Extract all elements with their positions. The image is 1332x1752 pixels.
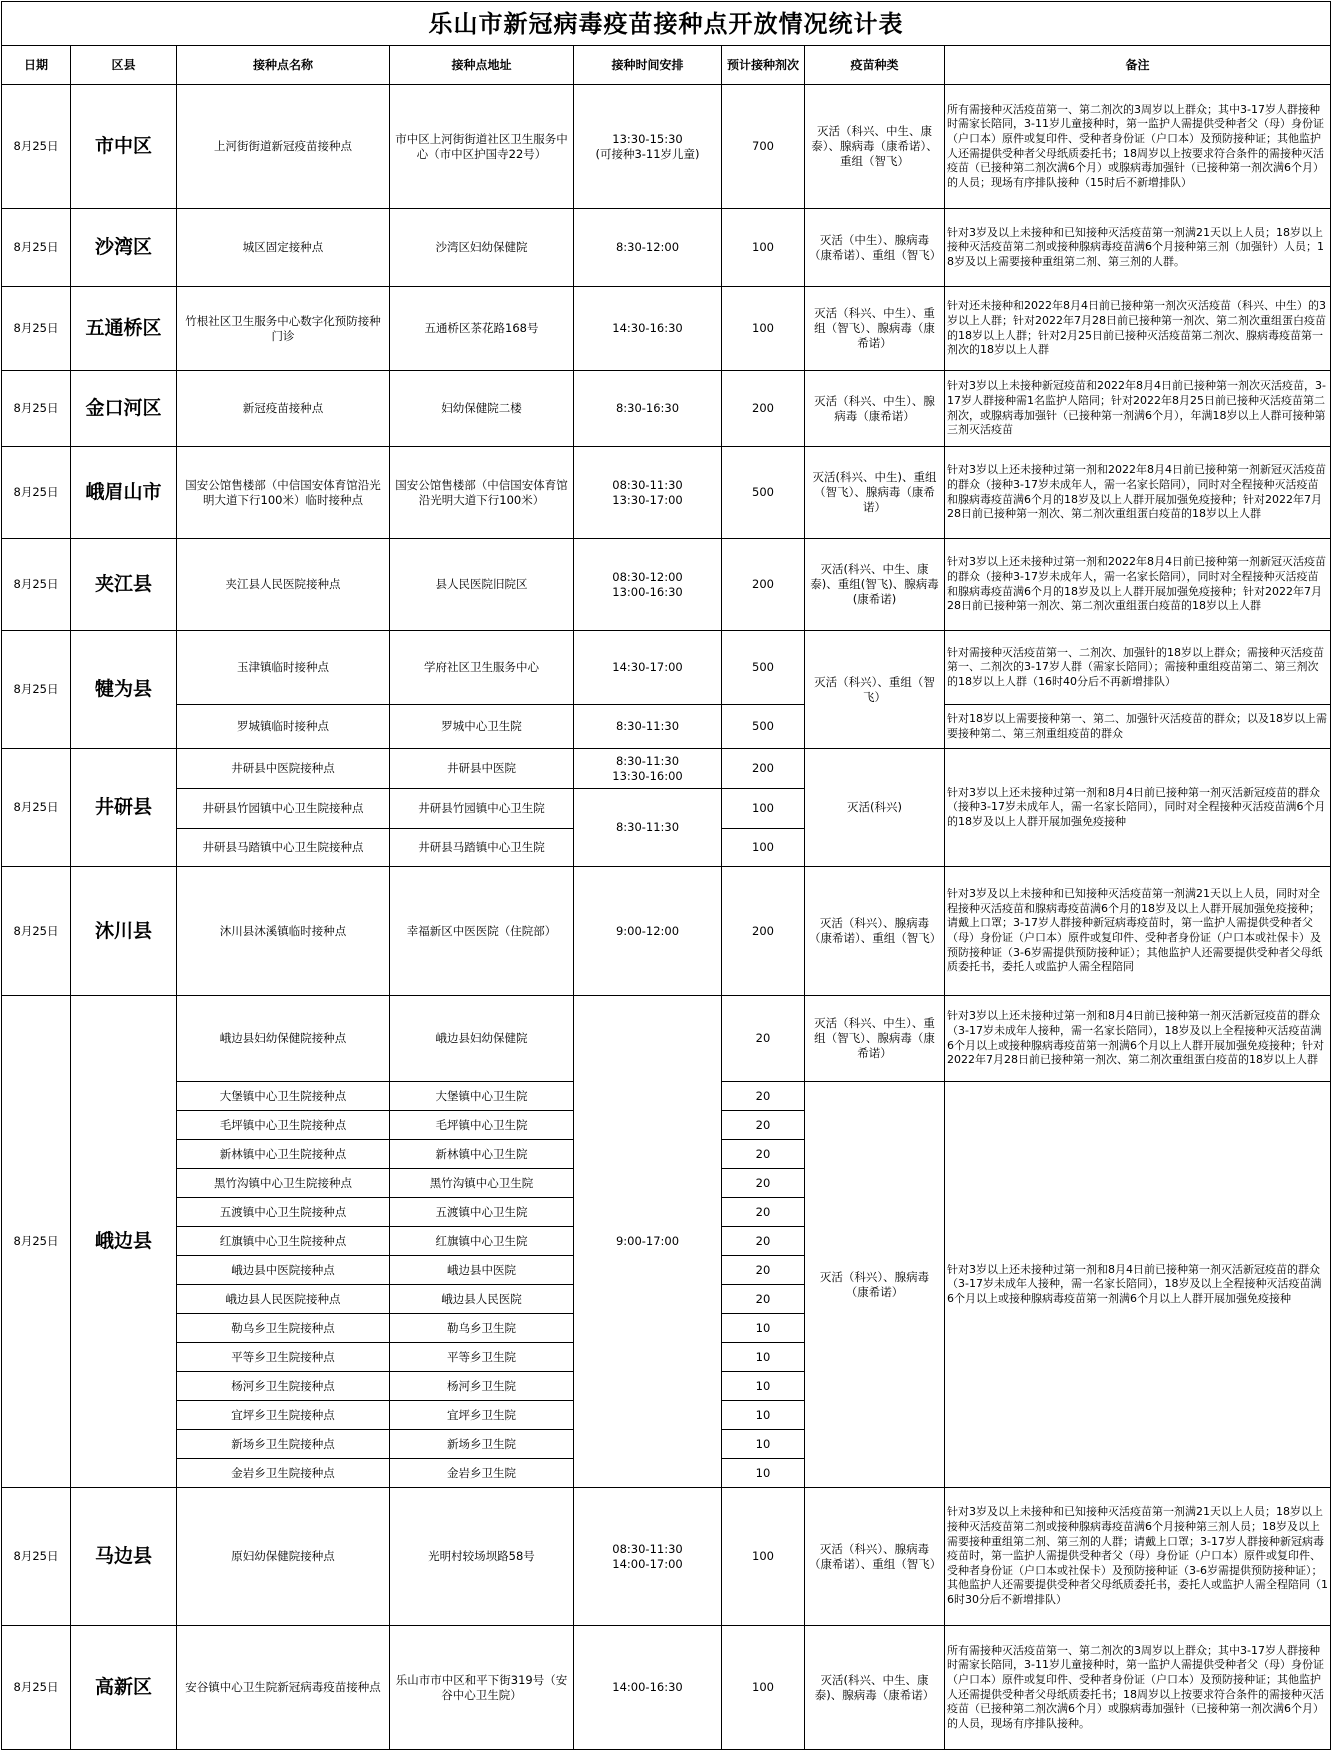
remarks-cell: 针对3岁以上还未接种过第一剂和2022年8月4日前已接种第一剂新冠灭活疫苗的群众（接种3-17岁未成年人，需一名家长陪同），同时对全程接种灭活疫苗和腺病毒疫苗满6个月的18岁及以上人群开展加强免疫接种；针对2022年7月28日前已接种第一剂次、第二剂次重组蛋白疫苗的18岁以上人群: [945, 447, 1331, 539]
date-cell: 8月25日: [2, 539, 71, 631]
doses-cell: 500: [722, 631, 805, 705]
site-address-cell: 幸福新区中医医院（住院部）: [390, 867, 574, 996]
doses-cell: 200: [722, 867, 805, 996]
table-row: [2, 867, 1331, 996]
site-address-cell: 国安公馆售楼部（中信国安体育馆沿光明大道下行100米）: [390, 447, 574, 539]
county-cell: 金口河区: [71, 371, 177, 447]
site-address-cell: 杨河乡卫生院: [390, 1372, 574, 1401]
table-row: [2, 85, 1331, 209]
header-time: 接种时间安排: [574, 46, 722, 85]
doses-cell: 10: [722, 1314, 805, 1343]
site-address-cell: 五通桥区茶花路168号: [390, 287, 574, 371]
doses-cell: 20: [722, 1198, 805, 1227]
site-name-cell: 国安公馆售楼部（中信国安体育馆沿光明大道下行100米）临时接种点: [177, 447, 390, 539]
county-cell: 马边县: [71, 1488, 177, 1626]
date-cell: 8月25日: [2, 447, 71, 539]
county-cell: 夹江县: [71, 539, 177, 631]
doses-cell: 100: [722, 287, 805, 371]
header-doses: 预计接种剂次: [722, 46, 805, 85]
site-name-cell: 夹江县人民医院接种点: [177, 539, 390, 631]
site-address-cell: 峨边县中医院: [390, 1256, 574, 1285]
site-address-cell: 沙湾区妇幼保健院: [390, 209, 574, 287]
site-name-cell: 竹根社区卫生服务中心数字化预防接种门诊: [177, 287, 390, 371]
site-address-cell: 黑竹沟镇中心卫生院: [390, 1169, 574, 1198]
site-address-cell: 乐山市市中区和平下街319号（安谷中心卫生院）: [390, 1626, 574, 1750]
site-address-cell: 大堡镇中心卫生院: [390, 1082, 574, 1111]
date-cell: 8月25日: [2, 287, 71, 371]
header-row: [2, 46, 1331, 85]
vaccine-cell: 灭活(科兴、中生、康泰)、重组(智飞)、腺病毒(康希诺): [805, 539, 945, 631]
statistics-sheet: [1, 1, 1330, 1750]
site-name-cell: 井研县竹园镇中心卫生院接种点: [177, 789, 390, 829]
remarks-cell: 针对3岁以上还未接种过第一剂和8月4日前已接种第一剂灭活新冠疫苗的群众（3-17岁未成年人接种，需一名家长陪同），18岁及以上全程接种灭活疫苗满6个月以上或接种腺病毒疫苗第一剂满6个月以上人群开展加强免疫接种: [945, 1082, 1331, 1488]
doses-cell: 10: [722, 1430, 805, 1459]
date-cell: 8月25日: [2, 996, 71, 1488]
vaccine-cell: 灭活(科兴、中生、康泰)、腺病毒（康希诺）: [805, 1626, 945, 1750]
vaccine-cell: 灭活(科兴、中生)、重组（智飞）、腺病毒（康希诺）: [805, 447, 945, 539]
site-address-cell: 学府社区卫生服务中心: [390, 631, 574, 705]
remarks-cell: 针对18岁以上需要接种第一、第二、加强针灭活疫苗的群众；以及18岁以上需要接种第二、第三剂重组疫苗的群众: [945, 705, 1331, 749]
doses-cell: 10: [722, 1401, 805, 1430]
site-name-cell: 峨边县妇幼保健院接种点: [177, 996, 390, 1082]
time-cell: 8:30-12:00: [574, 209, 722, 287]
vaccine-cell: 灭活（科兴、中生）、腺病毒（康希诺）: [805, 371, 945, 447]
vaccine-cell: 灭活（中生）、腺病毒（康希诺）、重组（智飞）: [805, 209, 945, 287]
table-row: [2, 447, 1331, 539]
site-address-cell: 井研县马踏镇中心卫生院: [390, 829, 574, 867]
page-title: 乐山市新冠病毒疫苗接种点开放情况统计表: [2, 2, 1331, 46]
doses-cell: 100: [722, 789, 805, 829]
site-name-cell: 金岩乡卫生院接种点: [177, 1459, 390, 1488]
site-address-cell: 宜坪乡卫生院: [390, 1401, 574, 1430]
time-cell: 8:30-11:30: [574, 705, 722, 749]
doses-cell: 20: [722, 1227, 805, 1256]
doses-cell: 10: [722, 1459, 805, 1488]
doses-cell: 20: [722, 996, 805, 1082]
doses-cell: 500: [722, 447, 805, 539]
remarks-cell: 针对需接种灭活疫苗第一、二剂次、加强针的18岁以上群众；需接种灭活疫苗第一、二剂次的3-17岁人群（需家长陪同）；需接种重组疫苗第二、第三剂次的18岁以上人群（16时40分后不再新增排队）: [945, 631, 1331, 705]
vaccine-cell: 灭活（科兴、中生）、重组（智飞）、腺病毒（康希诺）: [805, 996, 945, 1082]
vaccine-cell: 灭活（科兴）、腺病毒（康希诺）、重组（智飞）: [805, 867, 945, 996]
site-address-cell: 县人民医院旧院区: [390, 539, 574, 631]
site-name-cell: 井研县马踏镇中心卫生院接种点: [177, 829, 390, 867]
doses-cell: 10: [722, 1343, 805, 1372]
site-address-cell: 平等乡卫生院: [390, 1343, 574, 1372]
header-county: 区县: [71, 46, 177, 85]
county-cell: 沙湾区: [71, 209, 177, 287]
vaccination-sites-table: [1, 1, 1331, 1750]
header-remarks: 备注: [945, 46, 1331, 85]
site-address-cell: 妇幼保健院二楼: [390, 371, 574, 447]
site-address-cell: 光明村较场坝路58号: [390, 1488, 574, 1626]
doses-cell: 100: [722, 829, 805, 867]
table-row: [2, 631, 1331, 705]
remarks-cell: 针对3岁以上未接种新冠疫苗和2022年8月4日前已接种第一剂次灭活疫苗，3-17岁人群接种需1名监护人陪同；针对2022年8月25日前已接种灭活疫苗第二剂次，或腺病毒加强针（已接种第一剂满6个月），年满18岁以上人群可接种第三剂灭活疫苗: [945, 371, 1331, 447]
table-row: [2, 749, 1331, 789]
table-row: [2, 996, 1331, 1082]
site-name-cell: 城区固定接种点: [177, 209, 390, 287]
site-name-cell: 平等乡卫生院接种点: [177, 1343, 390, 1372]
remarks-cell: 针对3岁以上还未接种过第一剂和8月4日前已接种第一剂灭活新冠疫苗的群众（3-17岁未成年人接种，需一名家长陪同），18岁及以上全程接种灭活疫苗满6个月以上或接种腺病毒疫苗第一剂满6个月以上人群开展加强免疫接种；针对2022年7月28日前已接种第一剂次、第二剂次重组蛋白疫苗的18岁以上人群: [945, 996, 1331, 1082]
time-cell: 08:30-11:30 13:30-17:00: [574, 447, 722, 539]
time-cell: 8:30-11:30: [574, 789, 722, 867]
site-name-cell: 罗城镇临时接种点: [177, 705, 390, 749]
doses-cell: 100: [722, 209, 805, 287]
doses-cell: 100: [722, 1488, 805, 1626]
vaccine-cell: 灭活(科兴): [805, 749, 945, 867]
site-address-cell: 勒乌乡卫生院: [390, 1314, 574, 1343]
site-address-cell: 罗城中心卫生院: [390, 705, 574, 749]
county-cell: 五通桥区: [71, 287, 177, 371]
site-name-cell: 峨边县中医院接种点: [177, 1256, 390, 1285]
time-cell: 13:30-15:30 (可接种3-11岁儿童): [574, 85, 722, 209]
vaccine-cell: 灭活（科兴、中生、康泰）、腺病毒（康希诺）、重组（智飞）: [805, 85, 945, 209]
date-cell: 8月25日: [2, 631, 71, 749]
site-address-cell: 毛坪镇中心卫生院: [390, 1111, 574, 1140]
time-cell: 14:00-16:30: [574, 1626, 722, 1750]
doses-cell: 700: [722, 85, 805, 209]
site-address-cell: 峨边县妇幼保健院: [390, 996, 574, 1082]
site-name-cell: 大堡镇中心卫生院接种点: [177, 1082, 390, 1111]
county-cell: 峨眉山市: [71, 447, 177, 539]
doses-cell: 20: [722, 1140, 805, 1169]
vaccine-cell: 灭活（科兴）、腺病毒（康希诺）、重组（智飞）: [805, 1488, 945, 1626]
doses-cell: 200: [722, 371, 805, 447]
time-cell: 9:00-17:00: [574, 996, 722, 1488]
date-cell: 8月25日: [2, 85, 71, 209]
site-name-cell: 新冠疫苗接种点: [177, 371, 390, 447]
site-address-cell: 市中区上河街街道社区卫生服务中心（市中区护国寺22号）: [390, 85, 574, 209]
site-name-cell: 勒乌乡卫生院接种点: [177, 1314, 390, 1343]
date-cell: 8月25日: [2, 371, 71, 447]
remarks-cell: 针对还未接种和2022年8月4日前已接种第一剂次灭活疫苗（科兴、中生）的3岁以上人群；针对2022年7月28日前已接种第一剂次、第二剂次重组蛋白疫苗的18岁以上人群；针对2月25日前已接种灭活疫苗第二剂次、腺病毒疫苗第一剂次的18岁以上人群: [945, 287, 1331, 371]
site-address-cell: 新场乡卫生院: [390, 1430, 574, 1459]
doses-cell: 20: [722, 1256, 805, 1285]
table-row: [2, 287, 1331, 371]
table-row: [2, 539, 1331, 631]
date-cell: 8月25日: [2, 867, 71, 996]
site-name-cell: 井研县中医院接种点: [177, 749, 390, 789]
county-cell: 峨边县: [71, 996, 177, 1488]
remarks-cell: 所有需接种灭活疫苗第一、第二剂次的3周岁以上群众；其中3-17岁人群接种时需家长陪同，3-11岁儿童接种时，第一监护人需提供受种者父（母）身份证（户口本）原件或复印件、受种者身份证（户口本）及预防接种证；其他监护人还需提供受种者父母纸质委托书；18周岁以上按要求符合条件的需接种灭活疫苗（已接种第二剂次满6个月）或腺病毒加强针（已接种第一剂次满6个月）的人员；现场有序排队接种（15时后不新增排队）: [945, 85, 1331, 209]
time-cell: 14:30-16:30: [574, 287, 722, 371]
site-name-cell: 新场乡卫生院接种点: [177, 1430, 390, 1459]
table-row: [2, 705, 1331, 749]
table-row: [2, 1488, 1331, 1626]
table-row: [2, 1626, 1331, 1750]
site-name-cell: 五渡镇中心卫生院接种点: [177, 1198, 390, 1227]
doses-cell: 200: [722, 749, 805, 789]
vaccine-cell: 灭活（科兴）、腺病毒（康希诺）: [805, 1082, 945, 1488]
site-name-cell: 上河街街道新冠疫苗接种点: [177, 85, 390, 209]
county-cell: 犍为县: [71, 631, 177, 749]
doses-cell: 500: [722, 705, 805, 749]
site-name-cell: 杨河乡卫生院接种点: [177, 1372, 390, 1401]
date-cell: 8月25日: [2, 209, 71, 287]
doses-cell: 20: [722, 1111, 805, 1140]
county-cell: 沐川县: [71, 867, 177, 996]
table-row: [2, 209, 1331, 287]
site-name-cell: 宜坪乡卫生院接种点: [177, 1401, 390, 1430]
remarks-cell: 针对3岁以上还未接种过第一剂和2022年8月4日前已接种第一剂新冠灭活疫苗的群众（接种3-17岁未成年人，需一名家长陪同），同时对全程接种灭活疫苗和腺病毒疫苗满6个月的18岁及以上人群开展加强免疫接种；针对2022年7月28日前已接种第一剂次、第二剂次重组蛋白疫苗的18岁以上人群: [945, 539, 1331, 631]
site-address-cell: 红旗镇中心卫生院: [390, 1227, 574, 1256]
doses-cell: 100: [722, 1626, 805, 1750]
doses-cell: 10: [722, 1372, 805, 1401]
vaccine-cell: 灭活（科兴）、重组（智飞）: [805, 631, 945, 749]
site-name-cell: 毛坪镇中心卫生院接种点: [177, 1111, 390, 1140]
site-address-cell: 峨边县人民医院: [390, 1285, 574, 1314]
time-cell: 9:00-12:00: [574, 867, 722, 996]
date-cell: 8月25日: [2, 749, 71, 867]
site-name-cell: 黑竹沟镇中心卫生院接种点: [177, 1169, 390, 1198]
header-site-address: 接种点地址: [390, 46, 574, 85]
site-address-cell: 井研县中医院: [390, 749, 574, 789]
remarks-cell: 所有需接种灭活疫苗第一、第二剂次的3周岁以上群众；其中3-17岁人群接种时需家长陪同，3-11岁儿童接种时，第一监护人需提供受种者父（母）身份证（户口本）原件或复印件、受种者身份证（户口本）及预防接种证；其他监护人还需提供受种者父母纸质委托书；18周岁以上按要求符合条件的需接种灭活疫苗（已接种第二剂次满6个月）或腺病毒加强针（已接种第一剂次满6个月）的人员，现场有序排队接种。: [945, 1626, 1331, 1750]
vaccine-cell: 灭活（科兴、中生）、重组（智飞）、腺病毒（康希诺）: [805, 287, 945, 371]
time-cell: 08:30-11:30 14:00-17:00: [574, 1488, 722, 1626]
remarks-cell: 针对3岁及以上未接种和已知接种灭活疫苗第一剂满21天以上人员；18岁以上接种灭活疫苗第二剂或接种腺病毒疫苗满6个月接种第三剂（加强针）人员；18岁及以上需要接种重组第二剂、第三剂的人群。: [945, 209, 1331, 287]
header-site-name: 接种点名称: [177, 46, 390, 85]
county-cell: 井研县: [71, 749, 177, 867]
county-cell: 高新区: [71, 1626, 177, 1750]
site-address-cell: 五渡镇中心卫生院: [390, 1198, 574, 1227]
site-address-cell: 井研县竹园镇中心卫生院: [390, 789, 574, 829]
site-address-cell: 金岩乡卫生院: [390, 1459, 574, 1488]
time-cell: 8:30-16:30: [574, 371, 722, 447]
site-name-cell: 新林镇中心卫生院接种点: [177, 1140, 390, 1169]
site-name-cell: 安谷镇中心卫生院新冠病毒疫苗接种点: [177, 1626, 390, 1750]
time-cell: 14:30-17:00: [574, 631, 722, 705]
site-name-cell: 峨边县人民医院接种点: [177, 1285, 390, 1314]
remarks-cell: 针对3岁以上还未接种过第一剂和8月4日前已接种第一剂灭活新冠疫苗的群众（接种3-17岁未成年人，需一名家长陪同），同时对全程接种灭活疫苗满6个月的18岁及以上人群开展加强免疫接种: [945, 749, 1331, 867]
date-cell: 8月25日: [2, 1488, 71, 1626]
doses-cell: 20: [722, 1169, 805, 1198]
time-cell: 08:30-12:00 13:00-16:30: [574, 539, 722, 631]
header-date: 日期: [2, 46, 71, 85]
doses-cell: 200: [722, 539, 805, 631]
remarks-cell: 针对3岁及以上未接种和已知接种灭活疫苗第一剂满21天以上人员；18岁以上接种灭活疫苗第二剂或接种腺病毒疫苗满6个月接种第三剂人员；18岁及以上需要接种重组第二剂、第三剂的人群；请戴上口罩；3-17岁人群接种新冠病毒疫苗时，第一监护人需提供受种者父（母）身份证（户口本）原件或复印件、受种者身份证（户口本或社保卡）及预防接种证（3-6岁需提供预防接种证）；其他监护人还需要提供受种者父母纸质委托书，委托人或监护人需全程陪同（16时30分后不新增排队）: [945, 1488, 1331, 1626]
doses-cell: 20: [722, 1285, 805, 1314]
county-cell: 市中区: [71, 85, 177, 209]
site-address-cell: 新林镇中心卫生院: [390, 1140, 574, 1169]
table-row: [2, 371, 1331, 447]
site-name-cell: 沐川县沐溪镇临时接种点: [177, 867, 390, 996]
remarks-cell: 针对3岁及以上未接种和已知接种灭活疫苗第一剂满21天以上人员，同时对全程接种灭活疫苗和腺病毒疫苗满6个月的18岁及以上人群开展加强免疫接种；请戴上口罩；3-17岁人群接种新冠病毒疫苗时，第一监护人需提供受种者父（母）身份证（户口本）原件或复印件、受种者身份证（户口本或社保卡）及预防接种证（3-6岁需提供预防接种证）；其他监护人还需要提供受种者父母纸质委托书，委托人或监护人需全程陪同: [945, 867, 1331, 996]
site-name-cell: 玉津镇临时接种点: [177, 631, 390, 705]
doses-cell: 20: [722, 1082, 805, 1111]
site-name-cell: 红旗镇中心卫生院接种点: [177, 1227, 390, 1256]
header-vaccine-type: 疫苗种类: [805, 46, 945, 85]
date-cell: 8月25日: [2, 1626, 71, 1750]
time-cell: 8:30-11:30 13:30-16:00: [574, 749, 722, 789]
site-name-cell: 原妇幼保健院接种点: [177, 1488, 390, 1626]
